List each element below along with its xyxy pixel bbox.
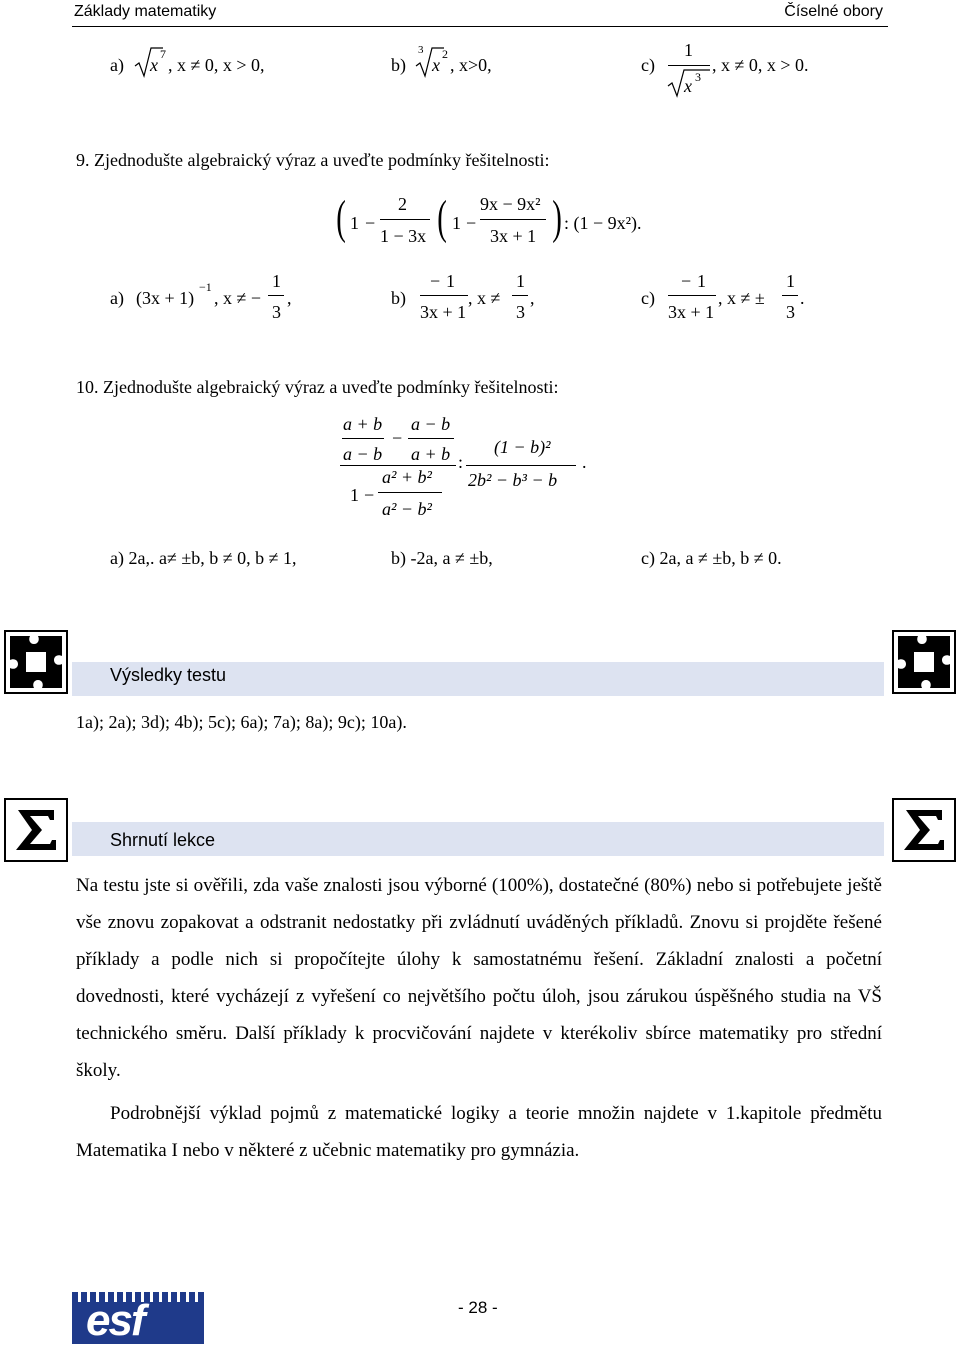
puzzle-icon [4,630,68,694]
q10-option-b: b) -2a, a ≠ ±b, [391,548,493,568]
esf-logo-text: esf [86,1296,144,1345]
q9-a-exp: −1 [199,280,212,294]
q9-b-cond: , x ≠ [468,288,501,308]
results-title: Výsledky testu [110,665,227,685]
q8-c-cond: , x ≠ 0, x > 0. [712,55,809,75]
q9-f2-num: 9x − 9x² [480,194,541,214]
q10-n1-den: a − b [343,444,383,464]
q9-a-body: (3x + 1) [136,288,195,308]
summary-p1: Na testu jste si ověřili, zda vaše znalosti jsou výborné (100%), dostatečné (80%) nebo si potřebujete ještě vše znovu zopakovat a odstranit nedostatky při zvládnutí uváděných příkladů. Znovu si projděte řešené příklady a podle nich si propočítejte úlohy k samostatnému řešení. Základní znalosti a početní dovednosti, které vycházejí z vyřešení co největšího počtu úloh, jsou zárukou úspěšného studia na VŠ technického směru. Další příklady k procvičování najdete v kterékoliv sbírce matematiky pro střední školy. [76,875,882,1081]
summary-p2: Podrobnější výklad pojmů z matematické logiky a teorie množin najdete v 1.kapitole předmětu Matematika I nebo v některé z učebnic matematiky pro gymnázia. [76,1103,882,1161]
q9-c-label: c) [641,288,655,308]
q9-a-fnum: 1 [272,271,281,291]
q10-n2-den: a + b [411,444,451,464]
q10-option-a: a) 2a,. a≠ ±b, b ≠ 0, b ≠ 1, [110,548,297,568]
q8-b-exp: 2 [442,47,448,61]
q9-b-fden: 3 [516,302,525,322]
q9-a-cond: , x ≠ − [214,288,262,308]
q9-b-num: 1 [446,271,455,291]
q10-d-one: 1 [350,485,359,505]
q9-one-1: 1 [350,213,359,233]
page-number: - 28 - [458,1298,498,1317]
q8-a-radicand: x [150,55,158,75]
summary-paragraph-2 [76,1095,882,1169]
q8-c-exp: 3 [695,70,701,84]
puzzle-icon-right [892,630,956,694]
summary-paragraph-1 [76,867,882,1089]
header-right: Číselné obory [784,3,883,20]
q9-b-den: 3x + 1 [420,302,467,322]
q9-f1-num: 2 [398,194,407,214]
q9-tail: : (1 − 9x²). [564,213,642,233]
q8-c-fraction-bar [668,65,710,66]
q10-main-bar [340,465,456,466]
sigma-icon-right [892,798,956,862]
q10-r-num: (1 − b)² [494,437,551,457]
header-left: Základy matematiky [74,3,217,20]
q8-option-c-label: c) [641,55,655,75]
q10-option-c: c) 2a, a ≠ ±b, b ≠ 0. [641,548,782,568]
q9-prompt: 9. Zjednodušte algebraický výraz a uveďte podmínky řešitelnosti: [76,150,550,170]
q9-c-num: 1 [697,271,706,291]
q8-b-radicand: x [432,55,440,75]
sqrt-symbol [133,46,163,80]
q10-r-den: 2b² − b³ − b [468,470,558,490]
header-rule [72,26,888,27]
q8-c-num: 1 [684,40,693,60]
q9-b-label: b) [391,288,406,308]
q10-end: . [582,452,587,472]
q9-b-sign: − [430,271,441,291]
q10-d-minus: − [364,485,375,505]
q9-one-2: 1 [452,213,461,233]
sigma-icon [4,798,68,862]
q10-colon: : [458,452,464,472]
q9-a-fden: 3 [272,302,281,322]
q8-a-cond: , x ≠ 0, x > 0, [168,55,265,75]
q10-n1-num: a + b [343,414,383,434]
q8-option-b-label: b) [391,55,406,75]
q9-f1-den: 1 − 3x [380,226,427,246]
q10-d-den: a² − b² [382,499,432,519]
q10-n2-num: a − b [411,414,451,434]
q9-c-fden: 3 [786,302,795,322]
q9-b-end: , [530,288,535,308]
results-answers: 1a); 2a); 3d); 4b); 5c); 6a); 7a); 8a); 9c); 10a). [76,712,407,732]
q9-a-end: , [287,288,292,308]
q8-c-radicand: x [684,76,692,96]
q9-c-fnum: 1 [786,271,795,291]
q9-minus-2: − [466,213,477,233]
q9-a-label: a) [110,288,124,308]
q9-f2-den: 3x + 1 [490,226,537,246]
q9-c-den: 3x + 1 [668,302,715,322]
q9-minus-1: − [365,213,376,233]
q10-prompt: 10. Zjednodušte algebraický výraz a uveďte podmínky řešitelnosti: [76,377,559,397]
q9-b-fnum: 1 [516,271,525,291]
q9-c-end: . [800,288,805,308]
q8-option-a-label: a) [110,55,124,75]
q10-d-num: a² + b² [382,467,432,487]
summary-title: Shrnutí lekce [110,830,216,850]
esf-logo [72,1292,204,1344]
q9-c-cond: , x ≠ ± [718,288,765,308]
q8-a-exp: 7 [160,47,166,61]
q8-b-cond: , x>0, [450,55,492,75]
q10-n-minus: − [392,428,403,448]
q8-b-index: 3 [418,44,424,56]
q9-c-sign: − [681,271,692,291]
